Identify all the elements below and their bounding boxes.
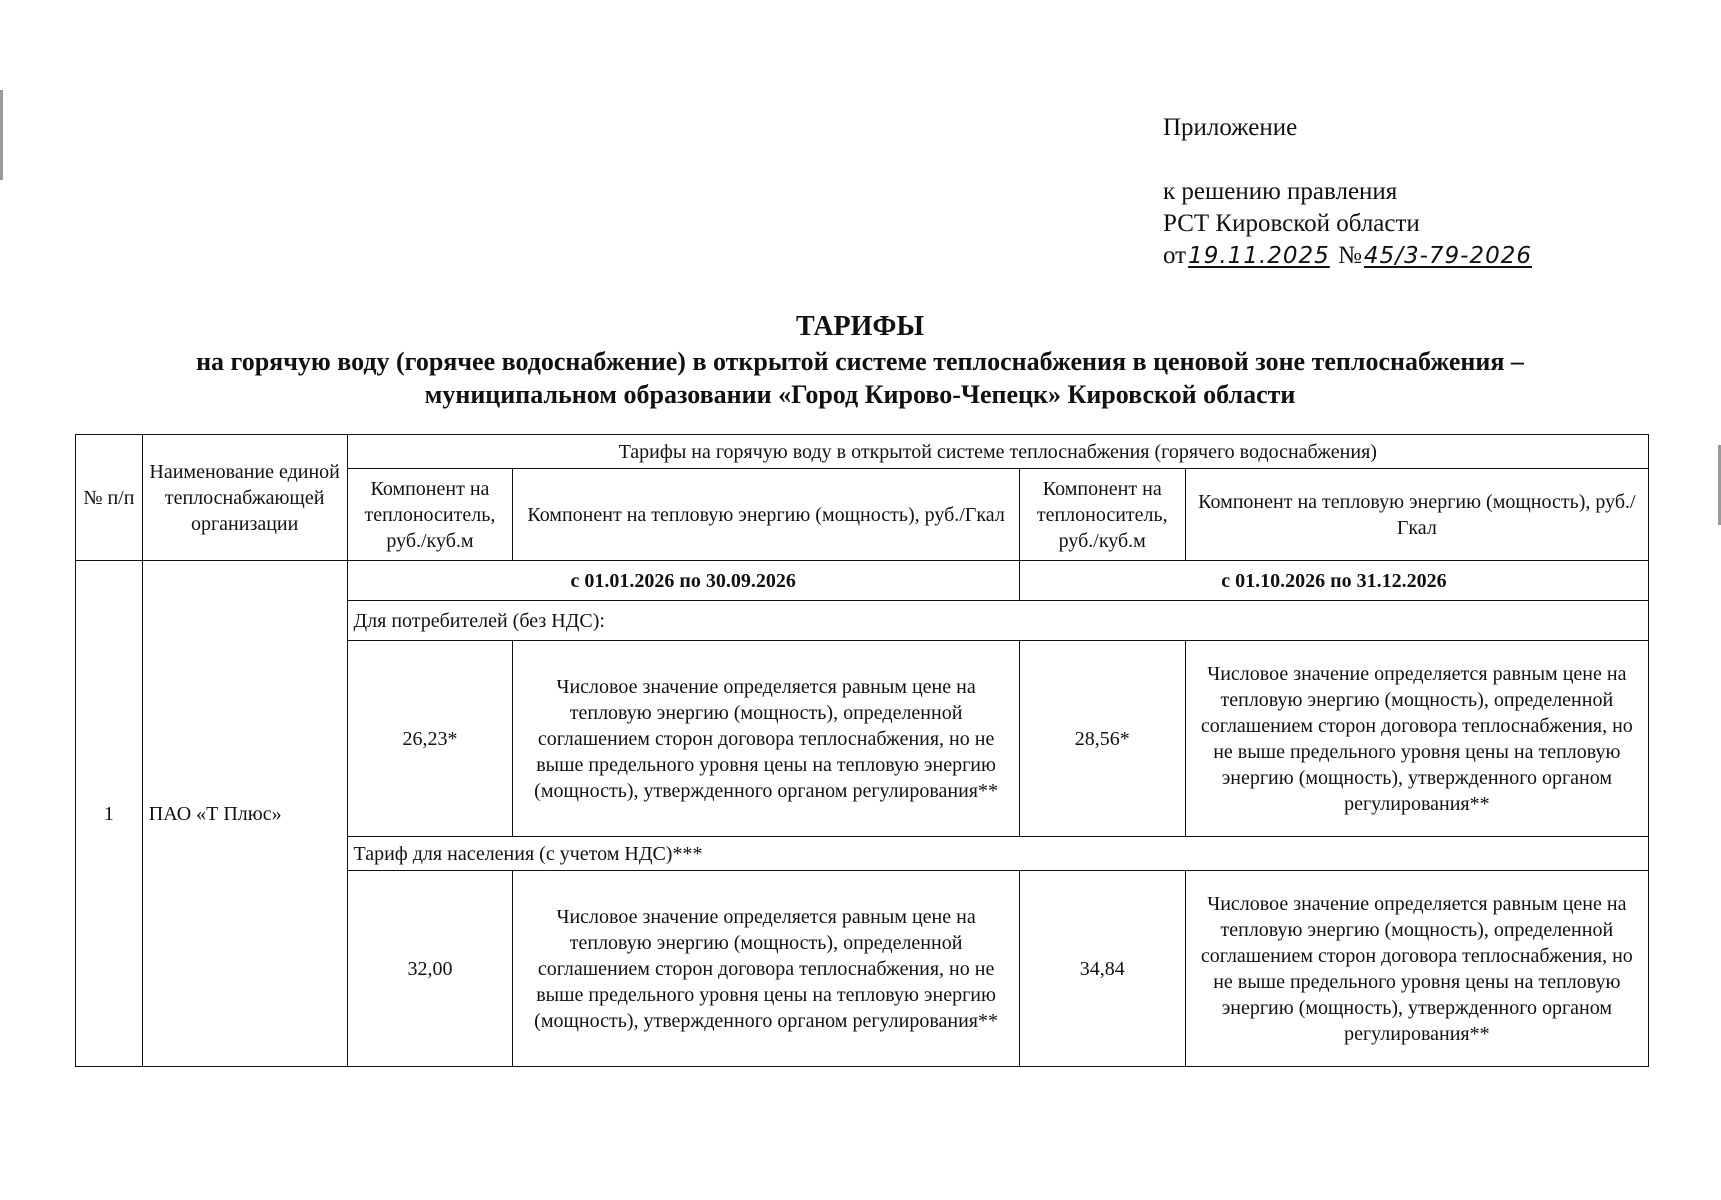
consumers-energy-2: Числовое значение определяется равным цене на тепловую энергию (мощность), определенной соглашением сторон договора теплоснабжения, но не выше предельного уровня цены на тепловую энергию (мощность), утвержденного органом регулирования**: [1185, 641, 1648, 837]
population-energy-1: Числовое значение определяется равным цене на тепловую энергию (мощность), определенной соглашением сторон договора теплоснабжения, но не выше предельного уровня цены на тепловую энергию (мощность), утвержденного органом регулирования**: [513, 871, 1019, 1067]
row-organization: ПАО «Т Плюс»: [142, 561, 347, 1067]
table-row-period: [76, 561, 1649, 601]
header-carrier-component-1: Компонент на теплоноситель, руб./куб.м: [347, 469, 513, 561]
consumers-label: Для потребителей (без НДС):: [347, 601, 1649, 641]
row-number: 1: [76, 561, 143, 1067]
population-carrier-2: 34,84: [1019, 871, 1185, 1067]
number-prefix: №: [1338, 242, 1362, 269]
title-subtitle-line2: муниципальном образовании «Город Кирово-Чепецк» Кировской области: [424, 380, 1296, 409]
appendix-block: [1163, 112, 1534, 272]
header-energy-component-1: Компонент на тепловую энергию (мощность), руб./Гкал: [513, 469, 1019, 561]
document-title: [60, 310, 1660, 411]
table-header-row: [76, 435, 1649, 469]
appendix-decision-line: к решению правления: [1163, 178, 1398, 205]
appendix-authority-line: РСТ Кировской области: [1163, 210, 1420, 237]
title-subtitle-line1: на горячую воду (горячее водоснабжение) в открытой системе теплоснабжения в ценовой зоне теплоснабжения –: [196, 347, 1524, 376]
population-label: Тариф для населения (с учетом НДС)***: [347, 837, 1649, 871]
header-num: № п/п: [76, 435, 143, 561]
population-energy-2: Числовое значение определяется равным цене на тепловую энергию (мощность), определенной соглашением сторон договора теплоснабжения, но не выше предельного уровня цены на тепловую энергию (мощность), утвержденного органом регулирования**: [1185, 871, 1648, 1067]
title-main: ТАРИФЫ: [796, 311, 924, 342]
tariffs-table: [75, 434, 1649, 1067]
date-prefix: от: [1163, 242, 1187, 269]
header-tariffs-group: Тарифы на горячую воду в открытой системе теплоснабжения (горячего водоснабжения): [347, 435, 1649, 469]
period-2: с 01.10.2026 по 31.12.2026: [1019, 561, 1648, 601]
header-organization: Наименование единой теплоснабжающей организации: [142, 435, 347, 561]
consumers-carrier-2: 28,56*: [1019, 641, 1185, 837]
appendix-date-line: [1163, 240, 1534, 272]
period-1: с 01.01.2026 по 30.09.2026: [347, 561, 1019, 601]
handwritten-date: 19.11.2025: [1188, 243, 1330, 269]
appendix-title: Приложение: [1163, 114, 1298, 141]
consumers-energy-1: Числовое значение определяется равным цене на тепловую энергию (мощность), определенной соглашением сторон договора теплоснабжения, но не выше предельного уровня цены на тепловую энергию (мощность), утвержденного органом регулирования**: [513, 641, 1019, 837]
consumers-carrier-1: 26,23*: [347, 641, 513, 837]
handwritten-number: 45/3-79-2026: [1363, 243, 1532, 269]
scan-edge-artifact: [0, 90, 3, 180]
header-carrier-component-2: Компонент на теплоноситель, руб./куб.м: [1019, 469, 1185, 561]
population-carrier-1: 32,00: [347, 871, 513, 1067]
header-energy-component-2: Компонент на тепловую энергию (мощность), руб./Гкал: [1185, 469, 1648, 561]
